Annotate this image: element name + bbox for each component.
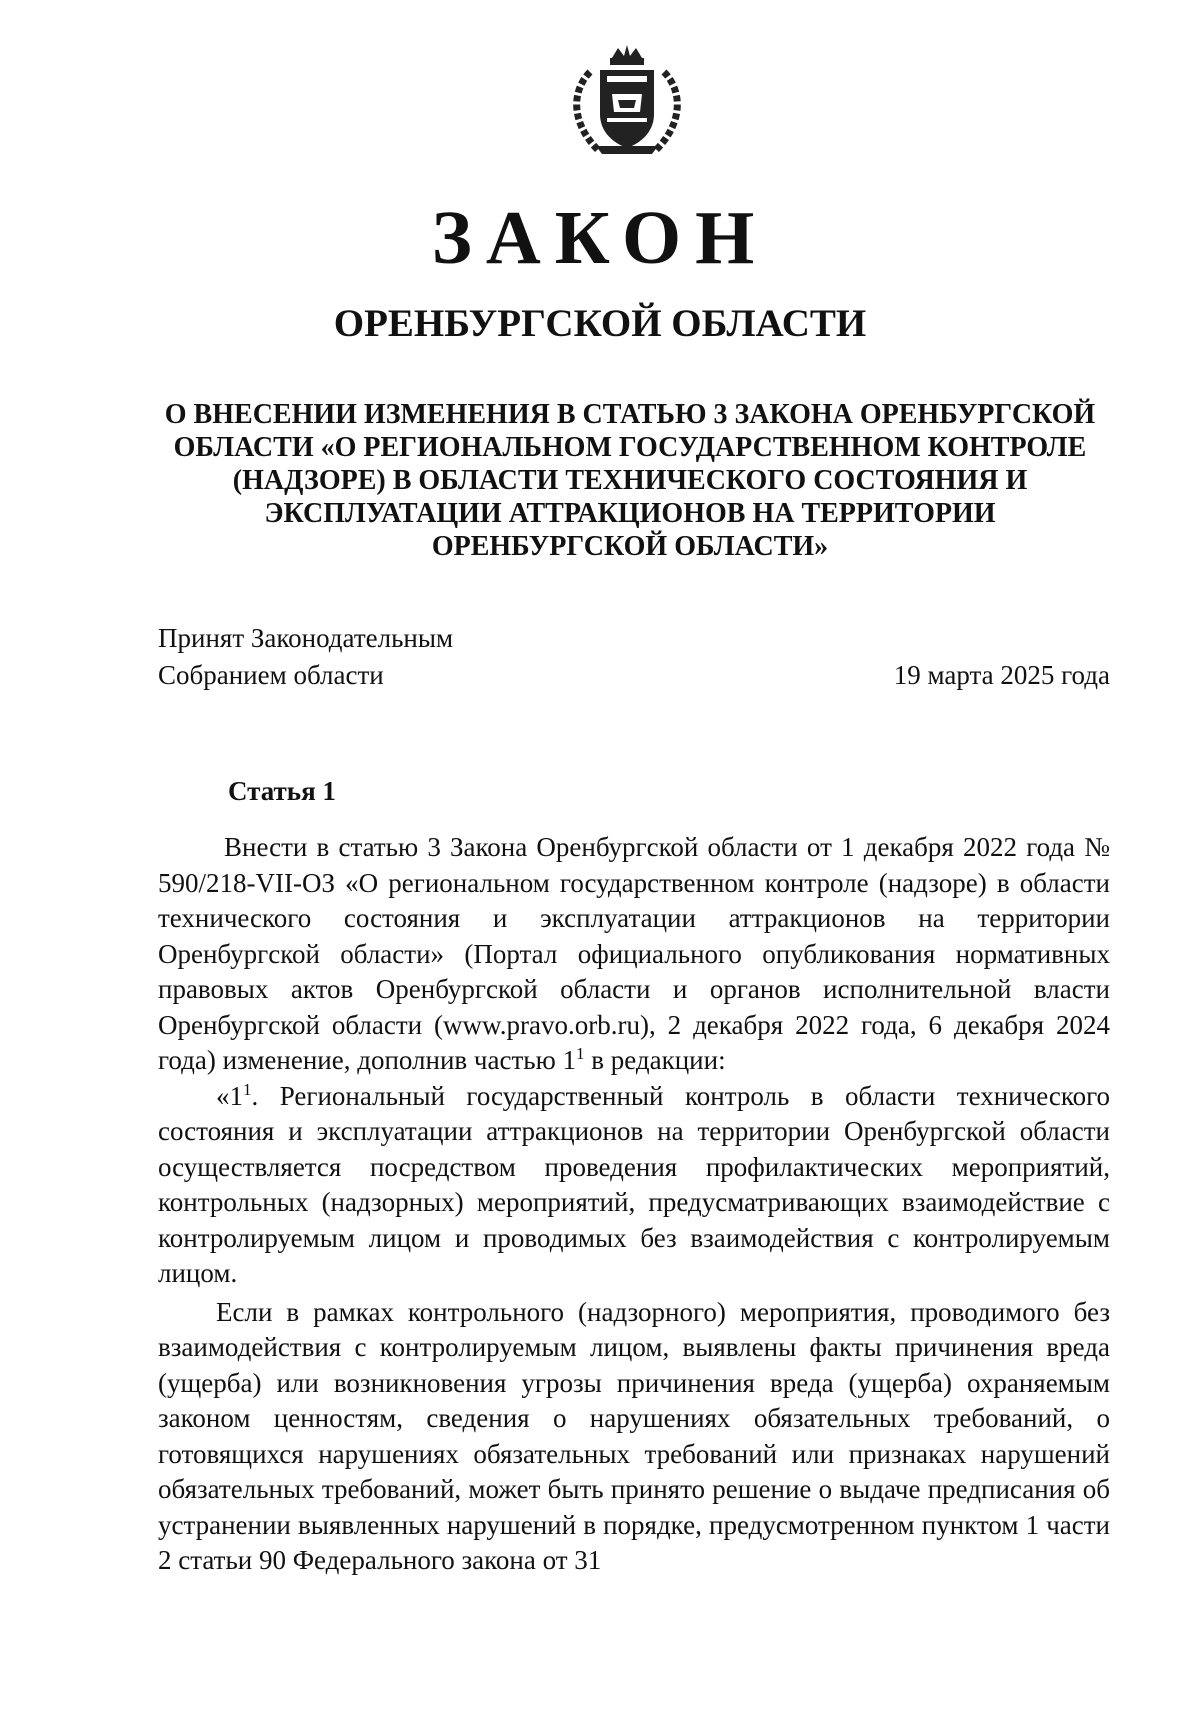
adoption-line-2: Собранием области: [158, 660, 384, 690]
law-heading: ЗАКОН: [431, 196, 769, 280]
paragraph-3: Если в рамках контрольного (надзорного) мероприятия, проводимого без взаимодействия с контролируемым лицом, выявлены факты причинения вреда (ущерба) или возникновения угрозы причинения вреда (ущерба) охраняемым законом ценностям, сведения о нарушениях обязательных требований, о готовящихся нарушениях обязательных требований или признаках нарушений обязательных требований, может быть принято решение о выдаче предписания об устранении выявленных нарушений в порядке, предусмотренном пунктом 1 части 2 статьи 90 Федерального закона от 31: [158, 1296, 1110, 1575]
article-heading: Статья 1: [228, 776, 336, 806]
paragraph-1: [158, 830, 1110, 1079]
paragraph-1-superscript: 1: [576, 1044, 585, 1063]
adoption-line-1: Принят Законодательным: [158, 623, 454, 653]
paragraph-1-text: Внести в статью 3 Закона Оренбургской области от 1 декабря 2022 года № 590/218-VII-ОЗ «О региональном государственном контроле (надзоре) в области технического состояния и эксплуатации аттракционов на территории Оренбургской области» (Портал официального опубликования нормативных правовых актов Оренбургской области и органов исполнительной власти Оренбургской области (www.pravo.orb.ru), 2 декабря 2022 года, 6 декабря 2024 года) изменение, дополнив частью 1: [158, 832, 1110, 1075]
coat-of-arms-emblem: [560, 42, 694, 158]
adoption-block: [158, 620, 453, 694]
region-heading: ОРЕНБУРГСКОЙ ОБЛАСТИ: [333, 302, 867, 345]
paragraph-1-tail: в редакции:: [584, 1045, 726, 1075]
law-title: О ВНЕСЕНИИ ИЗМЕНЕНИЯ В СТАТЬЮ 3 ЗАКОНА ОРЕНБУРГСКОЙ ОБЛАСТИ «О РЕГИОНАЛЬНОМ ГОСУДАРСТВЕННОМ КОНТРОЛЕ (НАДЗОРЕ) В ОБЛАСТИ ТЕХНИЧЕСКОГО СОСТОЯНИЯ И ЭКСПЛУАТАЦИИ АТТРАКЦИОНОВ НА ТЕРРИТОРИИ ОРЕНБУРГСКОЙ ОБЛАСТИ»: [164, 399, 1096, 562]
article-body: [158, 830, 1110, 1579]
paragraph-2-superscript: 1: [243, 1079, 252, 1099]
adoption-date: 19 марта 2025 года: [893, 660, 1110, 690]
paragraph-2-text: . Региональный государственный контроль в области технического состояния и эксплуатации аттракционов на территории Оренбургской области осуществляется посредством проведения профилактических мероприятий, контрольных (надзорных) мероприятий, предусматривающих взаимодействие с контролируемым лицом и проводимых без взаимодействия с контролируемым лицом.: [158, 1080, 1110, 1288]
paragraph-2: [158, 1079, 1110, 1292]
paragraph-2-prefix: «1: [216, 1080, 243, 1111]
